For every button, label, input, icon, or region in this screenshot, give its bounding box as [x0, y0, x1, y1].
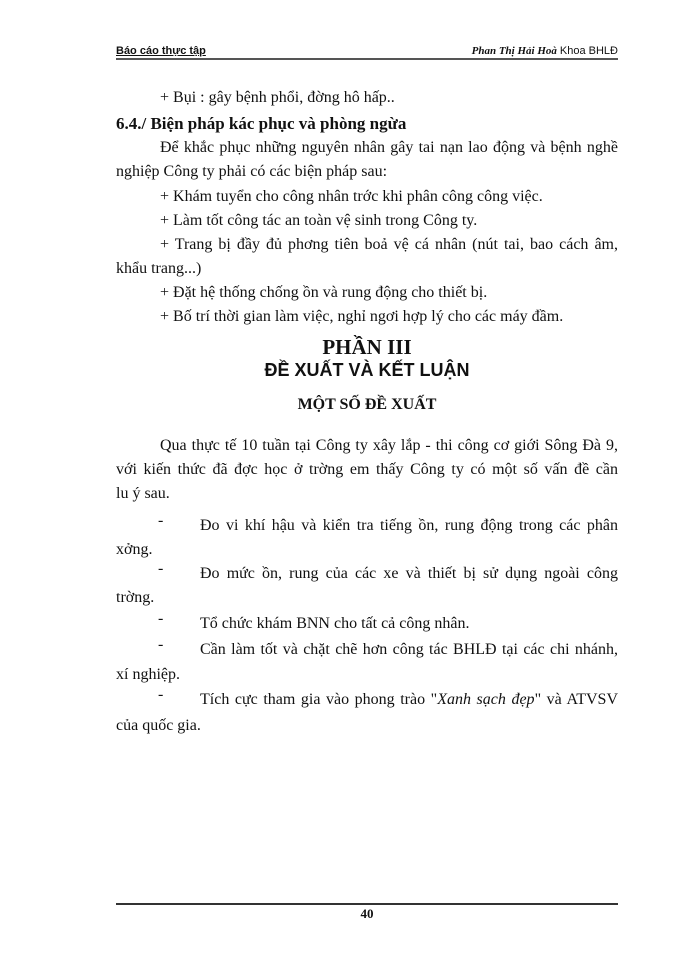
list-item: Tổ chức khám BNN cho tất cả công nhân.: [200, 615, 470, 632]
page-header: [116, 42, 618, 60]
part-title: PHẦN III: [322, 335, 412, 359]
bullet-item: + Đặt hệ thống chống ồn và rung động cho thiết bị.: [160, 284, 488, 301]
bullet-item: + Trang bị đầy đủ phơng tiên boả vệ cá nhân (nút tai, bao cách âm,: [160, 236, 618, 253]
list-item: Cần làm tốt và chặt chẽ hơn công tác BHLĐ tại các chi nhánh,: [200, 641, 618, 658]
author-name: Phan Thị Hải Hoà: [471, 45, 557, 57]
header-title: Báo cáo thực tập: [116, 45, 206, 57]
header-dept: Khoa BHLĐ: [559, 45, 618, 57]
dash-bullet: -: [158, 512, 164, 529]
dash-bullet: -: [158, 610, 164, 627]
list-item-cont: xởng.: [116, 541, 153, 558]
campaign-name: Xanh sạch đẹp: [437, 691, 535, 708]
bullet-item: + Bố trí thời gian làm việc, nghỉ ngơi hợp lý cho các máy đầm.: [160, 308, 564, 325]
list-item: Đo mức ồn, rung của các xe và thiết bị sử dụng ngoài công: [200, 565, 618, 582]
paragraph-line: lu ý sau.: [116, 485, 170, 502]
part-subtitle: ĐỀ XUẤT VÀ KẾT LUẬN: [264, 360, 470, 380]
paragraph-line: nghiệp Công ty phải có các biện pháp sau:: [116, 163, 388, 180]
dash-bullet: -: [158, 636, 164, 653]
paragraph-line: Qua thực tế 10 tuần tại Công ty xây lắp - thi công cơ giới Sông Đà 9,: [160, 437, 618, 454]
dash-bullet: -: [158, 686, 164, 703]
list-item-text: " và ATVSV: [534, 691, 619, 708]
bullet-item-cont: khẩu trang...): [116, 260, 202, 277]
list-item: [200, 690, 618, 710]
list-item-text: Tích cực tham gia vào phong trào ": [200, 691, 438, 708]
paragraph-line: với kiến thức đã đợc học ở trờng em thấy Công ty có một số vấn đề cần: [116, 461, 618, 478]
section-heading: 6.4./ Biện pháp kác phục và phòng ngừa: [116, 114, 407, 133]
footer-rule: [116, 903, 618, 905]
list-item-cont: của quốc gia.: [116, 717, 201, 734]
page-number: 40: [360, 906, 374, 921]
list-item-cont: trờng.: [116, 589, 155, 606]
sub-heading: MỘT SỐ ĐỀ XUẤT: [297, 396, 437, 413]
paragraph-line: Để khắc phục những nguyên nhân gây tai nạn lao động và bệnh nghề: [160, 139, 618, 156]
list-item: Đo vi khí hậu và kiển tra tiếng ồn, rung động trong các phân: [200, 517, 618, 534]
dash-bullet: -: [158, 560, 164, 577]
header-author: [472, 45, 618, 57]
bullet-item: + Làm tốt công tác an toàn vệ sinh trong Công ty.: [160, 212, 478, 229]
list-item-cont: xí nghiệp.: [116, 666, 180, 683]
bullet-item: + Khám tuyển cho công nhân trớc khi phân công công việc.: [160, 188, 543, 205]
bullet-dust: + Bụi : gây bệnh phổi, đờng hô hấp..: [160, 89, 395, 106]
